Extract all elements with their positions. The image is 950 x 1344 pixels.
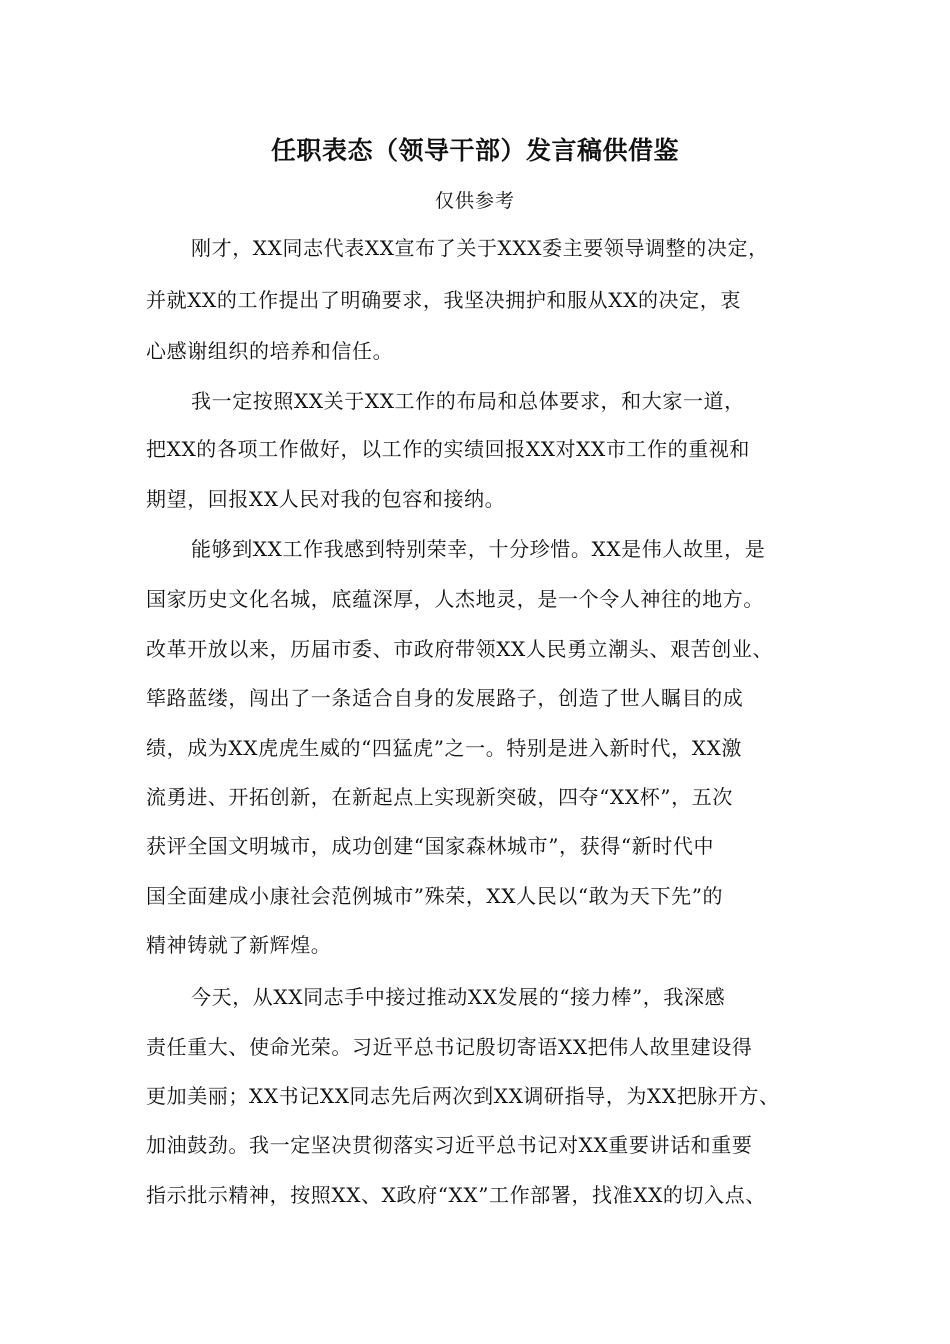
paragraph-2-line-3: 期望，回报XX人民对我的包容和接纳。 [146,487,506,511]
paragraph-4-line-1: 今天，从XX同志手中接过推动XX发展的“接力棒”，我深感 [191,985,726,1009]
paragraph-3-line-4: 筚路蓝缕，闯出了一条适合自身的发展路子，创造了世人瞩目的成 [146,686,744,710]
paragraph-3-line-9: 精神铸就了新辉煌。 [146,933,332,957]
paragraph-2-line-2: 把XX的各项工作做好，以工作的实绩回报XX对XX市工作的重视和 [146,437,751,461]
document-subtitle: 仅供参考 [434,190,515,212]
paragraph-3-line-7: 获评全国文明城市，成功创建“国家森林城市”，获得“新时代中 [146,834,715,858]
paragraph-1-line-3: 心感谢组织的培养和信任。 [146,339,394,363]
paragraph-3-line-5: 绩，成为XX虎虎生威的“四猛虎”之一。特别是进入新时代，XX激 [146,736,743,760]
paragraph-4-line-3: 更加美丽；XX书记XX同志先后两次到XX调研指导，为XX把脉开方、 [146,1084,780,1108]
paragraph-1-line-1: 刚才，XX同志代表XX宣布了关于XXX委主要领导调整的决定， [191,236,769,260]
paragraph-3-line-2: 国家历史文化名城，底蕴深厚，人杰地灵，是一个令人神往的地方。 [146,587,764,611]
paragraph-1-line-2: 并就XX的工作提出了明确要求，我坚决拥护和服从XX的决定，衷 [146,288,741,312]
paragraph-3-line-1: 能够到XX工作我感到特别荣幸，十分珍惜。XX是伟人故里，是 [191,537,766,561]
paragraph-4-line-2: 责任重大、使命光荣。习近平总书记殷切寄语XX把伟人故里建设得 [146,1035,753,1059]
paragraph-3-line-3: 改革开放以来，历届市委、市政府带领XX人民勇立潮头、艰苦创业、 [146,637,774,661]
paragraph-3-line-8: 国全面建成小康社会范例城市”殊荣，XX人民以“敢为天下先”的 [146,884,724,908]
paragraph-2-line-1: 我一定按照XX关于XX工作的布局和总体要求，和大家一道， [191,389,745,413]
paragraph-4-line-5: 指示批示精神，按照XX、X政府“XX”工作部署，找准XX的切入点、 [146,1183,766,1207]
document-title: 任职表态（领导干部）发言稿供借鉴 [270,136,679,165]
paragraph-4-line-4: 加油鼓劲。我一定坚决贯彻落实习近平总书记对XX重要讲话和重要 [146,1133,753,1157]
paragraph-3-line-6: 流勇进、开拓创新，在新起点上实现新突破，四夺“XX杯”，五次 [146,785,733,809]
